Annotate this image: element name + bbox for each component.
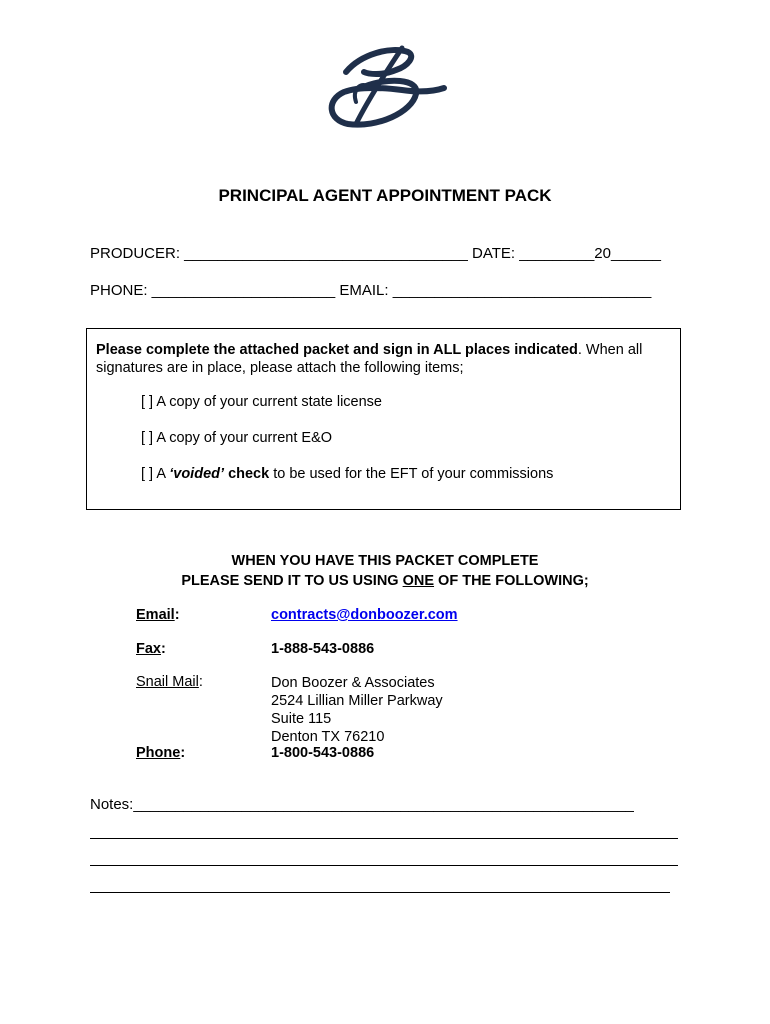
script-b-logo — [316, 42, 450, 134]
send-heading-one: ONE — [402, 573, 435, 589]
notes-label[interactable]: Notes:____________________________________________________________ — [90, 796, 634, 813]
checklist-item-text: A copy of your current state license — [156, 394, 382, 410]
checklist-item-text-a: A — [156, 466, 166, 482]
phone-value: 1-800-543-0886 — [271, 745, 375, 761]
checklist-item-text: A copy of your current E&O — [156, 430, 333, 446]
checklist-item-license — [141, 394, 382, 410]
fax-label-text: Fax — [136, 641, 161, 657]
send-heading-2b: OF THE FOLLOWING; — [434, 573, 589, 589]
address-line: Don Boozer & Associates — [271, 675, 435, 691]
address-line: Denton TX 76210 — [271, 729, 385, 745]
colon: : — [180, 745, 186, 761]
producer-date-line[interactable]: PRODUCER: __________________________________ DATE: _________20______ — [90, 245, 662, 262]
email-label-text: Email — [136, 607, 175, 623]
voided-text: ‘voided’ — [169, 466, 225, 482]
check-text: check — [228, 466, 270, 482]
notes-line[interactable] — [90, 865, 678, 866]
instructions-box — [86, 328, 681, 510]
checkbox-bracket[interactable]: [ ] — [141, 466, 154, 482]
notes-line[interactable] — [90, 892, 670, 893]
phone-label-text: Phone — [136, 745, 181, 761]
address-line: Suite 115 — [271, 711, 332, 727]
instructions-text — [96, 341, 676, 377]
mail-label — [136, 674, 203, 690]
send-heading-2 — [0, 573, 770, 589]
phone-label — [136, 745, 185, 761]
email-label — [136, 607, 180, 623]
mail-address — [271, 674, 443, 746]
phone-email-line[interactable]: PHONE: ______________________ EMAIL: _______________________________ — [90, 282, 652, 299]
send-heading-1: WHEN YOU HAVE THIS PACKET COMPLETE — [231, 553, 539, 569]
email-link[interactable] — [271, 607, 458, 623]
checklist-item-voided-check — [141, 466, 553, 482]
checkbox-bracket[interactable]: [ ] — [141, 430, 154, 446]
mail-label-text: Snail Mail — [136, 674, 199, 690]
checkbox-bracket[interactable]: [ ] — [141, 394, 154, 410]
email-link-text[interactable]: contracts@donboozer.com — [271, 607, 458, 623]
fax-value: 1-888-543-0886 — [271, 641, 375, 657]
address-line: 2524 Lillian Miller Parkway — [271, 693, 443, 709]
checklist-item-eo — [141, 430, 332, 446]
instructions-text-b: . When all signatures are in place, please attach the following items; — [96, 342, 643, 376]
colon: : — [198, 674, 203, 690]
instructions-text-a: Please complete the attached packet and sign in ALL places indicated — [96, 342, 578, 358]
send-heading-2a: PLEASE SEND IT TO US USING — [181, 573, 403, 589]
colon: : — [174, 607, 180, 623]
notes-line[interactable] — [90, 838, 678, 839]
colon: : — [161, 641, 166, 657]
fax-label — [136, 641, 166, 657]
checklist-item-text-b: to be used for the EFT of your commissions — [273, 466, 554, 482]
page-title: PRINCIPAL AGENT APPOINTMENT PACK — [218, 186, 552, 205]
